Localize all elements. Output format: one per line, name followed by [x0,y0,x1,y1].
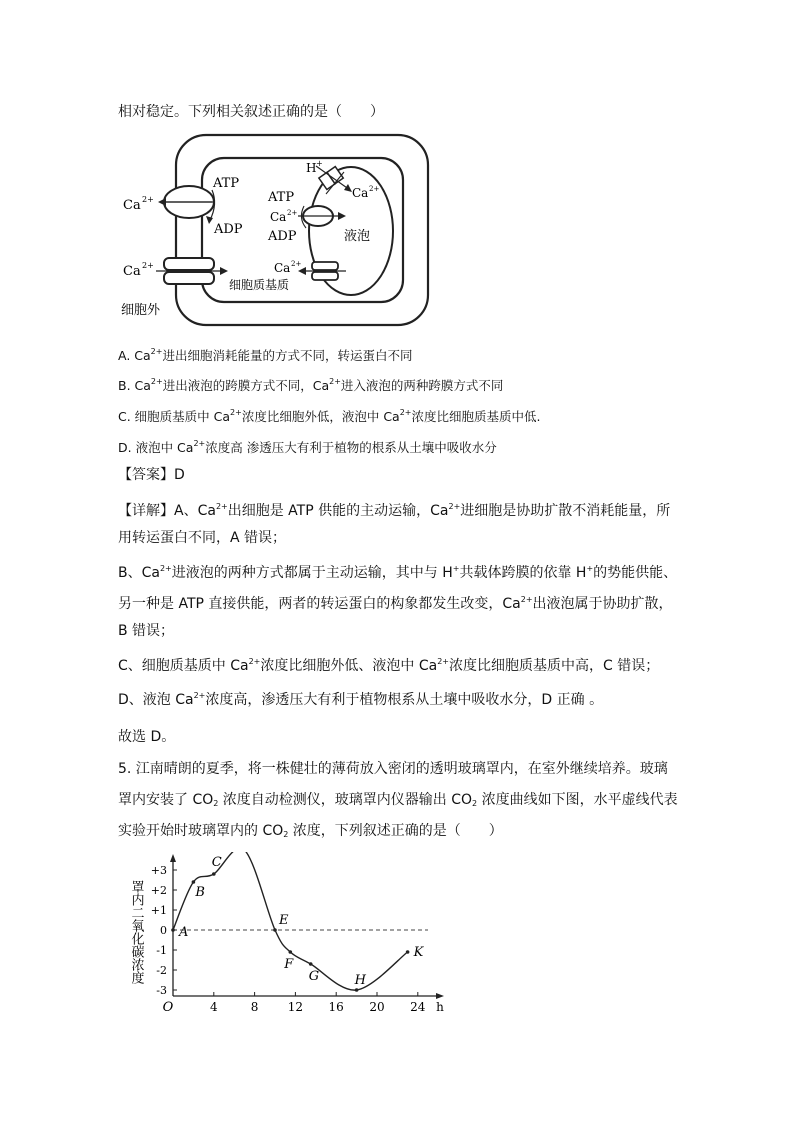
label-h-plus-sup: + [316,159,323,168]
label-ca-channel: Ca [123,264,141,279]
point-C [212,872,216,876]
label-ca-vacuole-mid: Ca [270,210,287,224]
q5-line-3: 实验开始时玻璃罩内的 $CO_2$ 浓度，下列叙述正确的是（ ） [118,823,503,839]
chart-ylabel: 罩内二氧化碳浓度 [128,880,144,984]
point-label-C: C [211,855,222,870]
answer-line: 【答案】D [118,467,185,483]
y-tick-label: -2 [156,964,167,977]
explanation-line-3: B、$Ca^{2+}$进液泡的两种方式都属于主动运输，其中与 H+共载体跨膜的依靠 H+的势能供能、 [118,564,678,581]
y-tick-label: +1 [150,904,167,917]
origin-label: O [162,1000,174,1015]
co2-chart-svg [118,852,454,1020]
point-H [355,988,359,992]
y-tick-label: 0 [160,924,167,937]
y-tick-label: +2 [150,884,167,897]
point-G [309,962,313,966]
co2-chart [118,852,454,1020]
label-ca-channel-sup: 2+ [142,261,154,270]
label-vacuole: 液泡 [344,229,371,244]
label-cell-outside: 细胞外 [121,303,161,318]
x-tick-label: 20 [369,1000,385,1014]
explanation-conclusion: 故选 D。 [118,729,176,745]
label-ca-out: Ca [123,198,141,213]
point-label-E: E [279,913,289,928]
point-label-F: F [284,957,294,972]
label-h-plus: H [306,161,317,175]
point-E [273,928,277,932]
point-A [171,928,175,932]
explanation-line-5: B 错误； [118,623,175,639]
label-ca-vacuole-channel-sup: 2+ [291,260,302,268]
label-atp-vacuole: ATP [268,190,295,205]
point-K [406,950,410,954]
point-label-B: B [195,885,205,900]
point-label-G: G [308,969,320,984]
explanation-line-2: 用转运蛋白不同，A 错误； [118,530,287,546]
x-tick-label: 16 [328,1000,344,1014]
ca-channel-protein [164,258,214,270]
label-ca-vacuole-mid-sup: 2+ [287,209,298,217]
cell-diagram [118,132,434,328]
label-atp-membrane: ATP [213,176,240,191]
explanation-line-6: C、细胞质基质中 $Ca^{2+}$浓度比细胞外低、液泡中 $Ca^{2+}$浓度比细胞质基质中高，C 错误； [118,657,660,674]
label-ca-out-sup: 2+ [142,195,154,204]
explanation-line-1: 【详解】A、$Ca^{2+}$出细胞是 ATP 供能的主动运输，$Ca^{2+}$进细胞是协助扩散不消耗能量，所 [118,502,671,519]
chart-axes [151,854,444,1015]
label-ca-vacuole-channel: Ca [274,261,291,275]
x-tick-label: 12 [287,1000,304,1014]
x-axis-label: h [436,1000,444,1014]
label-adp-vacuole: ADP [268,229,297,244]
option-d: D. 液泡中 $Ca^{2+}$浓度高 渗透压大有利于植物的根系从土壤中吸收水分 [118,439,497,455]
explanation-line-7: D、液泡 $Ca^{2+}$浓度高，渗透压大有利于植物根系从土壤中吸收水分，D 正确 。 [118,691,604,708]
q5-line-2: 罩内安装了 $CO_2$ 浓度自动检测仪，玻璃罩内仪器输出 $CO_2$ 浓度曲线如下图，水平虚线代表 [118,792,678,808]
y-tick-label: -3 [156,984,167,997]
explanation-line-4: 另一种是 ATP 直接供能，两者的转运蛋白的构象都发生改变，$Ca^{2+}$出液泡属于协助扩散， [118,595,673,612]
cell-diagram-svg [118,132,434,328]
x-tick-label: 4 [209,1000,218,1014]
label-adp-membrane: ADP [214,222,243,237]
y-tick-label: -1 [156,944,167,957]
label-ca-vacuole-top-sup: 2+ [369,185,380,193]
option-c: C. 细胞质基质中 $Ca^{2+}$浓度比细胞外低，液泡中 $Ca^{2+}$浓度比细胞质基质中低. [118,408,541,424]
point-label-H: H [354,973,366,988]
option-a: A. $Ca^{2+}$进出细胞消耗能量的方式不同，转运蛋白不同 [118,347,413,363]
label-ca-vacuole-top: Ca [352,186,369,200]
x-tick-label: 8 [250,1000,259,1014]
y-axis-arrow [170,854,176,862]
label-cytoplasm: 细胞质基质 [229,278,290,292]
point-F [289,950,293,954]
question-stem-tail: 相对稳定。下列相关叙述正确的是（ ） [118,104,384,120]
x-tick-label: 24 [410,1000,426,1014]
vacuole-ca-channel [312,262,338,270]
chart-marks [171,852,424,992]
point-B [192,880,196,884]
y-tick-label: +3 [150,864,167,877]
point-label-A: A [179,925,189,940]
option-b: B. $Ca^{2+}$进出液泡的跨膜方式不同，$Ca^{2+}$进入液泡的两种跨膜方式不同 [118,377,504,393]
point-label-K: K [413,945,424,960]
x-axis-arrow [436,993,444,999]
q5-line-1: 5. 江南晴朗的夏季，将一株健壮的薄荷放入密闭的透明玻璃罩内，在室外继续培养。玻璃 [118,761,668,777]
